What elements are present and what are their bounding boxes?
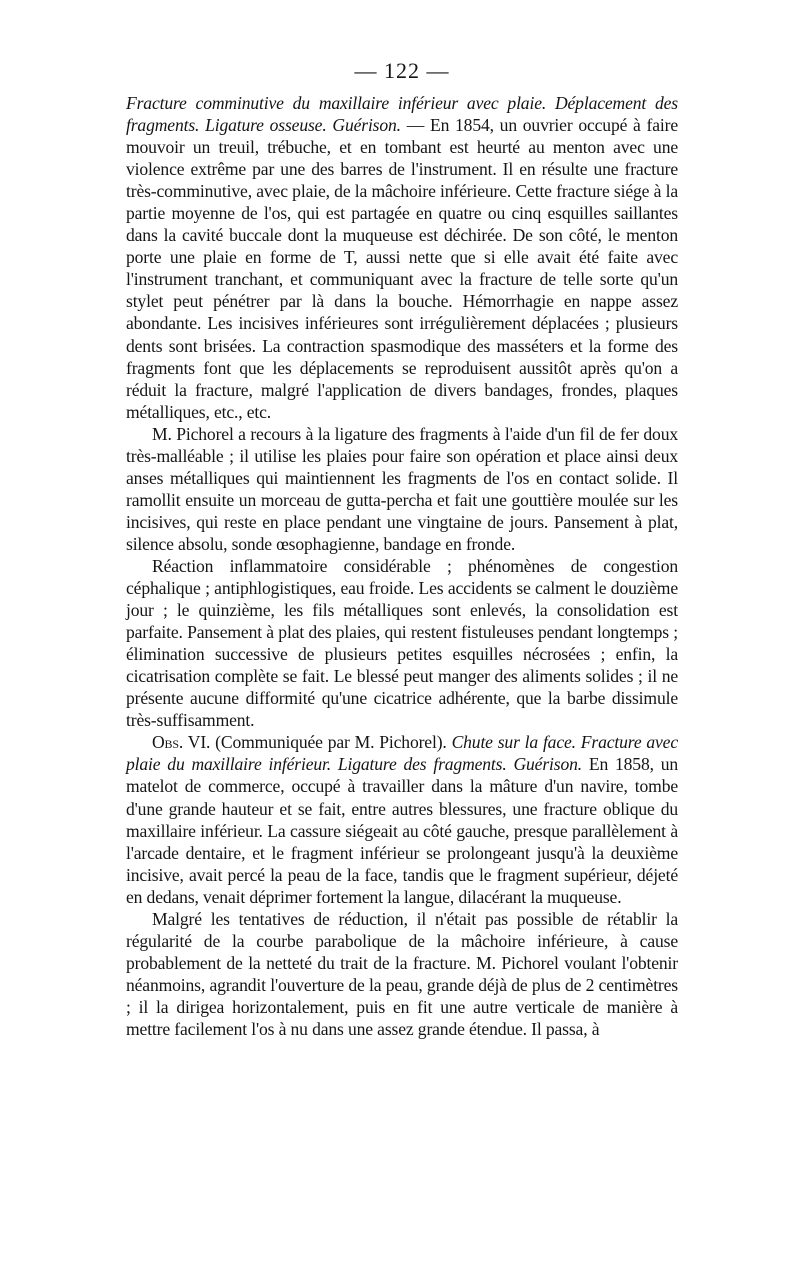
page bbox=[126, 56, 678, 1040]
paragraph-observation-six bbox=[126, 731, 678, 907]
case-title: Fracture comminutive du maxillaire inférieur avec plaie. Déplacement des fragments. Ligature osseuse. Guérison. bbox=[126, 93, 678, 136]
paragraph-fracture-comminutive bbox=[126, 92, 678, 423]
page-number: — 122 — bbox=[354, 58, 450, 83]
case-body: — En 1854, un ouvrier occupé à faire mouvoir un treuil, trébuche, et en tombant est heurté au menton avec une violence extrême par une des barres de l'instrument. Il en résulte une fracture très-comminutive, avec plaie, de la mâchoire inférieure. Cette fracture siége à la partie moyenne de l'os, qui est partagée en quatre ou cinq esquilles saillantes dans la cavité buccale dont la muqueuse est déchirée. De son côté, le menton porte une plaie en forme de T, aussi nette que si elle avait été faite avec l'instrument tranchant, et communiquant avec la fracture de telle sorte qu'un stylet peut pénétrer par là dans la bouche. Hémorrhagie en nappe assez abondante. Les incisives inférieures sont irrégulièrement déplacées ; plusieurs dents sont brisées. La contraction spasmodique des masséters et la forme des fragments font que les déplacements se reproduisent aussitôt après qu'on a réduit la fracture, malgré l'application de divers bandages, frondes, plaques métalliques, etc., etc. bbox=[126, 115, 678, 422]
observation-body: En 1858, un matelot de commerce, occupé à travailler dans la mâture d'un navire, tombe d'une grande hauteur et se fait, entre autres blessures, une fracture oblique du maxillaire inférieur. La cassure siégeait au côté gauche, presque parallèlement à l'arcade dentaire, et le fragment inférieur se prolongeant jusqu'à la deuxième incisive, avait percé la peau de la face, tandis que le fragment supérieur, déjeté en dedans, venait déprimer fortement la langue, dilacérant la muqueuse. bbox=[126, 754, 678, 907]
observation-title: Chute sur la face. Fracture avec plaie du maxillaire inférieur. Ligature des fragments. Guérison. bbox=[126, 732, 678, 775]
observation-source: (Communiquée par M. Pichorel). bbox=[210, 732, 452, 753]
paragraph-ligature: M. Pichorel a recours à la ligature des fragments à l'aide d'un fil de fer doux très-malléable ; il utilise les plaies pour faire son opération et place ainsi deux anses métalliques qui maintiennent les fragments de l'os en contact solide. Il ramollit ensuite un morceau de gutta-percha et fait une gouttière moulée sur les incisives, qui reste en place pendant une vingtaine de jours. Pansement à plat, silence absolu, sonde œsophagienne, bandage en fronde. bbox=[126, 423, 678, 554]
paragraph-reduction: Malgré les tentatives de réduction, il n'était pas possible de rétablir la régularité de la courbe parabolique de la mâchoire inférieure, à cause probablement de la netteté du trait de la fracture. M. Pichorel voulant l'obtenir néanmoins, agrandit l'ouverture de la peau, grande déjà de plus de 2 centimètres ; il la dirigea horizontalement, puis en fit une autre verticale de manière à mettre facilement l'os à nu dans une assez grande étendue. Il passa, à bbox=[126, 908, 678, 1039]
observation-label: Obs. VI. bbox=[152, 732, 211, 753]
paragraph-reaction: Réaction inflammatoire considérable ; phénomènes de congestion céphalique ; antiphlogistiques, eau froide. Les accidents se calment le douzième jour ; le quinzième, les fils métalliques sont enlevés, la consolidation est parfaite. Pansement à plat des plaies, qui restent fistuleuses pendant longtemps ; élimination successive de plusieurs petites esquilles nécrosées ; enfin, la cicatrisation complète se fait. Le blessé peut manger des aliments solides ; il ne présente aucune difformité qu'une cicatrice adhérente, que la barbe dissimule très-suffisamment. bbox=[126, 555, 678, 731]
